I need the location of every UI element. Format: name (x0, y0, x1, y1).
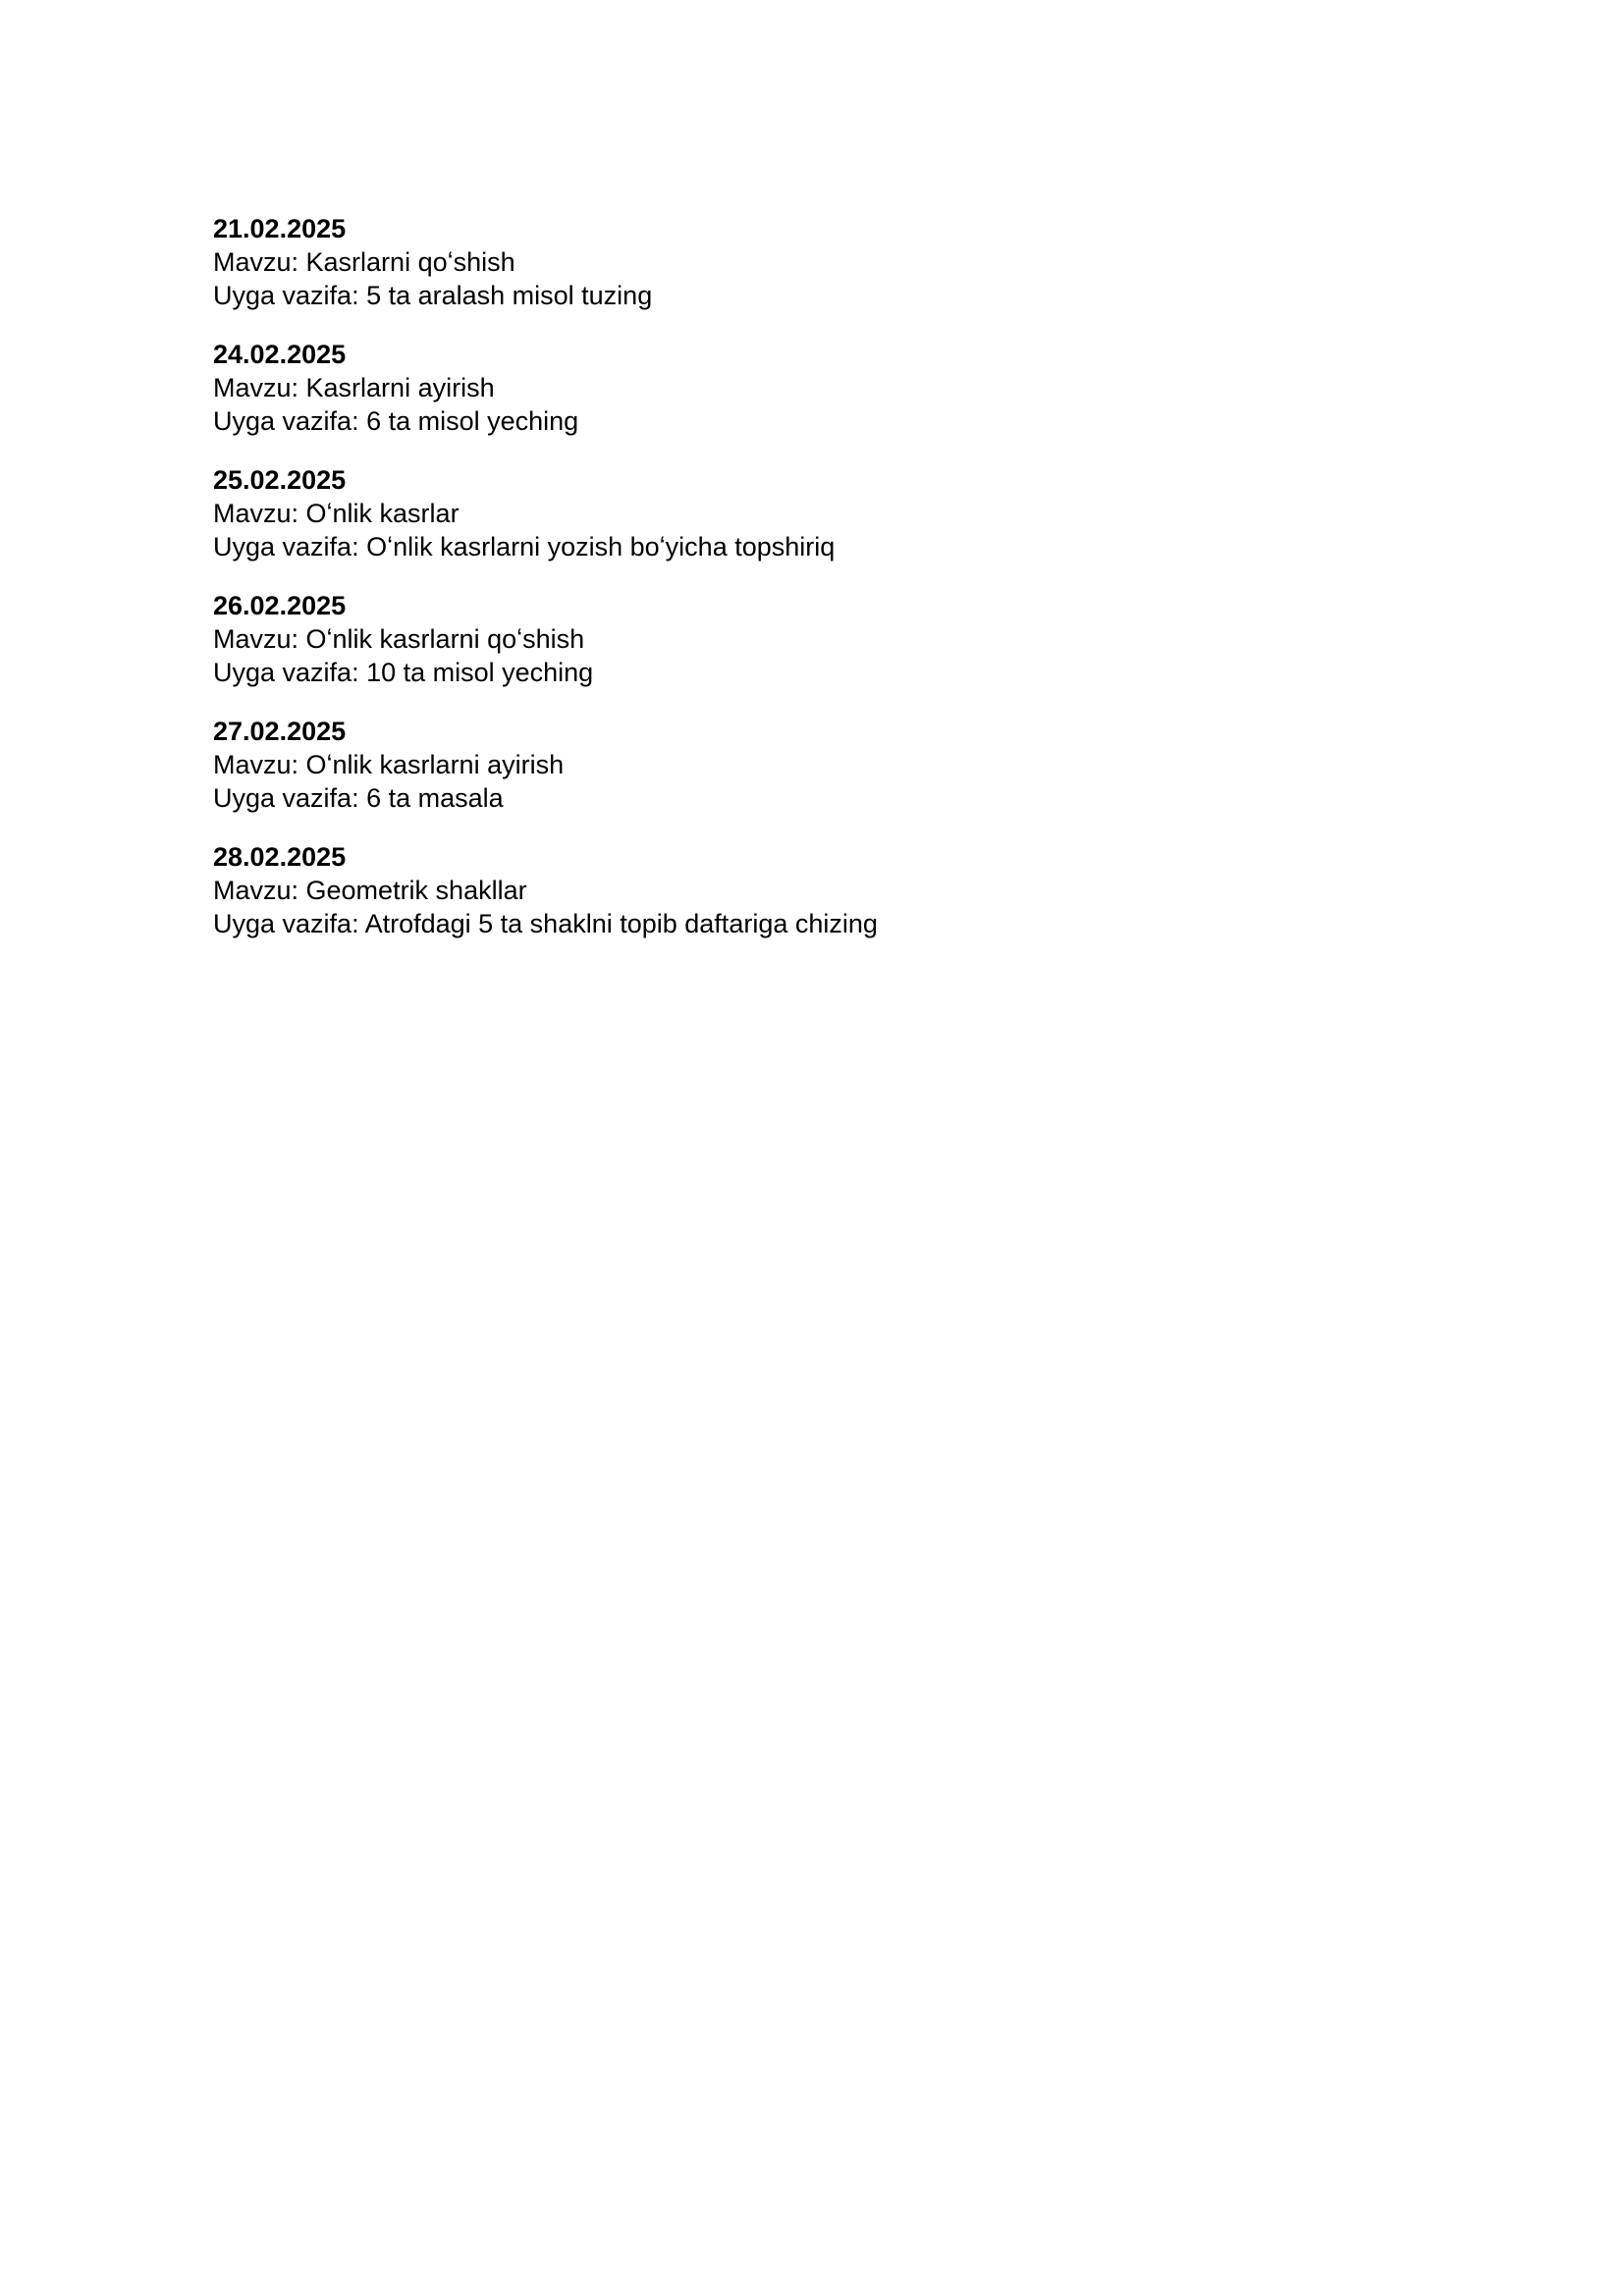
lesson-date: 21.02.2025 (213, 214, 347, 243)
lesson-entry (213, 212, 1391, 312)
lesson-topic: Mavzu: Kasrlarni ayirish (213, 373, 495, 402)
lesson-topic: Mavzu: Geometrik shakllar (213, 876, 527, 905)
lesson-entry (213, 338, 1391, 438)
lesson-topic: Mavzu: Oʻnlik kasrlarni qoʻshish (213, 624, 585, 654)
lesson-date: 27.02.2025 (213, 717, 347, 746)
lesson-list (213, 212, 1391, 966)
lesson-homework: Uyga vazifa: Atrofdagi 5 ta shaklni topib daftariga chizing (213, 909, 878, 938)
lesson-date: 28.02.2025 (213, 842, 347, 872)
lesson-homework: Uyga vazifa: 10 ta misol yeching (213, 658, 594, 687)
lesson-entry (213, 589, 1391, 689)
lesson-date: 25.02.2025 (213, 465, 347, 495)
lesson-entry (213, 715, 1391, 815)
lesson-homework: Uyga vazifa: 6 ta misol yeching (213, 406, 579, 436)
lesson-homework: Uyga vazifa: 6 ta masala (213, 783, 504, 813)
lesson-date: 24.02.2025 (213, 340, 347, 369)
lesson-entry (213, 463, 1391, 563)
lesson-topic: Mavzu: Oʻnlik kasrlarni ayirish (213, 750, 565, 779)
lesson-topic: Mavzu: Oʻnlik kasrlar (213, 499, 460, 528)
lesson-homework: Uyga vazifa: 5 ta aralash misol tuzing (213, 281, 653, 310)
lesson-date: 26.02.2025 (213, 591, 347, 620)
lesson-topic: Mavzu: Kasrlarni qoʻshish (213, 247, 515, 277)
lesson-homework: Uyga vazifa: Oʻnlik kasrlarni yozish boʻyicha topshiriq (213, 532, 836, 561)
lesson-entry (213, 840, 1391, 940)
